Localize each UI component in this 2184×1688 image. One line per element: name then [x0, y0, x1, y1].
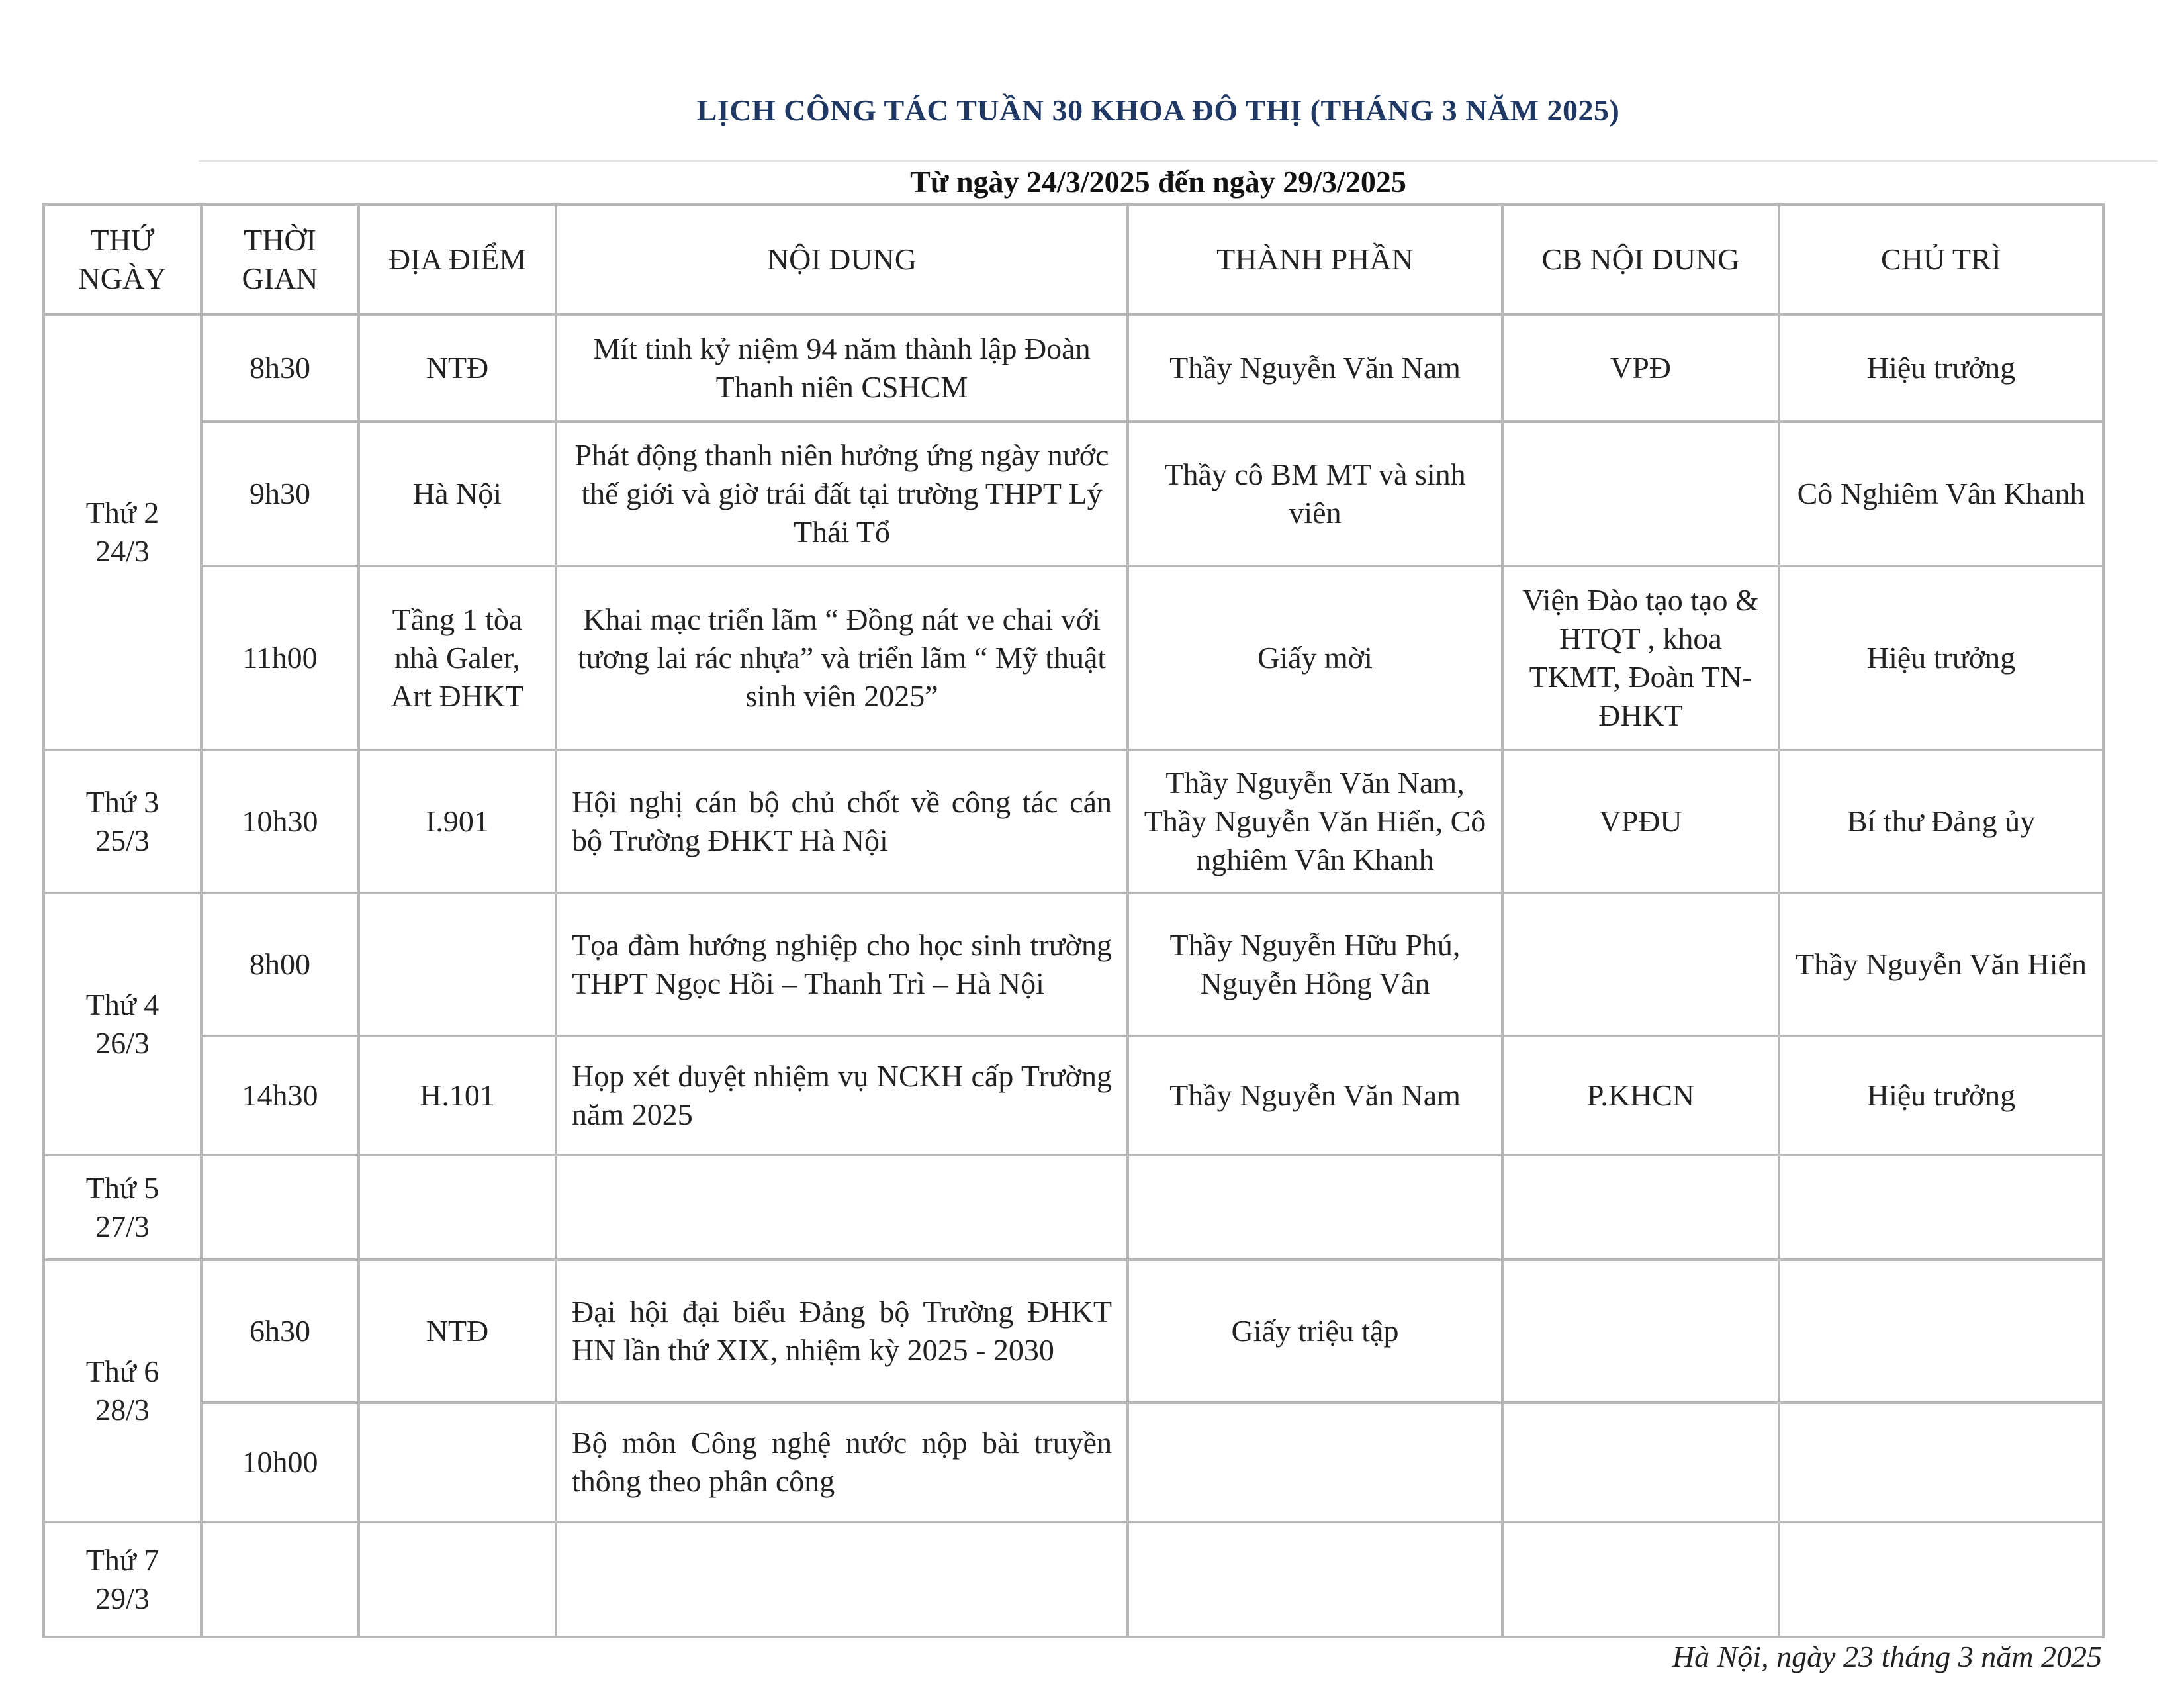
day-cell: Thứ 2 24/3 — [44, 314, 201, 750]
participants-cell — [1128, 1522, 1502, 1637]
table-row — [44, 314, 2103, 422]
table-row — [44, 893, 2103, 1036]
content-cell: Đại hội đại biểu Đảng bộ Trường ĐHKT HN lần thứ XIX, nhiệm kỳ 2025 - 2030 — [556, 1260, 1128, 1403]
time-cell: 8h00 — [201, 893, 359, 1036]
time-cell: 8h30 — [201, 314, 359, 422]
place-cell: H.101 — [359, 1036, 556, 1155]
participants-cell — [1128, 1155, 1502, 1260]
time-cell: 10h00 — [201, 1403, 359, 1522]
cb-content-cell — [1502, 893, 1779, 1036]
content-cell: Họp xét duyệt nhiệm vụ NCKH cấp Trường năm 2025 — [556, 1036, 1128, 1155]
chair-cell — [1779, 1522, 2103, 1637]
time-cell: 11h00 — [201, 566, 359, 750]
header-time: THỜI GIAN — [201, 205, 359, 314]
day-cell: Thứ 3 25/3 — [44, 750, 201, 893]
place-cell: I.901 — [359, 750, 556, 893]
place-cell: NTĐ — [359, 314, 556, 422]
participants-cell: Thầy Nguyễn Văn Nam — [1128, 314, 1502, 422]
table-row — [44, 1260, 2103, 1403]
content-cell: Tọa đàm hướng nghiệp cho học sinh trường THPT Ngọc Hồi – Thanh Trì – Hà Nội — [556, 893, 1128, 1036]
content-cell: Hội nghị cán bộ chủ chốt về công tác cán bộ Trường ĐHKT Hà Nội — [556, 750, 1128, 893]
chair-cell — [1779, 1155, 2103, 1260]
content-cell: Bộ môn Công nghệ nước nộp bài truyền thông theo phân công — [556, 1403, 1128, 1522]
table-row — [44, 1403, 2103, 1522]
title-divider — [199, 160, 2158, 162]
day-cell: Thứ 4 26/3 — [44, 893, 201, 1155]
chair-cell: Thầy Nguyễn Văn Hiển — [1779, 893, 2103, 1036]
cb-content-cell — [1502, 422, 1779, 566]
time-cell: 6h30 — [201, 1260, 359, 1403]
place-cell: Tầng 1 tòa nhà Galer, Art ĐHKT — [359, 566, 556, 750]
place-cell — [359, 1403, 556, 1522]
page-title: LỊCH CÔNG TÁC TUẦN 30 KHOA ĐÔ THỊ (THÁNG 3 NĂM 2025) — [696, 93, 1620, 127]
content-cell — [556, 1522, 1128, 1637]
cb-content-cell: VPĐU — [1502, 750, 1779, 893]
time-cell: 9h30 — [201, 422, 359, 566]
content-cell: Khai mạc triển lãm “ Đồng nát ve chai với tương lai rác nhựa” và triển lãm “ Mỹ thuật sinh viên 2025” — [556, 566, 1128, 750]
cb-content-cell — [1502, 1155, 1779, 1260]
chair-cell — [1779, 1260, 2103, 1403]
table-row — [44, 1522, 2103, 1637]
content-cell: Phát động thanh niên hưởng ứng ngày nước thế giới và giờ trái đất tại trường THPT Lý Thái Tổ — [556, 422, 1128, 566]
time-cell: 10h30 — [201, 750, 359, 893]
date-range-subtitle: Từ ngày 24/3/2025 đến ngày 29/3/2025 — [910, 165, 1406, 199]
time-cell: 14h30 — [201, 1036, 359, 1155]
header-participants: THÀNH PHẦN — [1128, 205, 1502, 314]
chair-cell: Cô Nghiêm Vân Khanh — [1779, 422, 2103, 566]
place-cell — [359, 1155, 556, 1260]
table-row — [44, 1155, 2103, 1260]
table-row — [44, 1036, 2103, 1155]
place-cell — [359, 893, 556, 1036]
cb-content-cell — [1502, 1260, 1779, 1403]
header-place: ĐỊA ĐIỂM — [359, 205, 556, 314]
participants-cell — [1128, 1403, 1502, 1522]
schedule-table — [42, 203, 2105, 1638]
header-chair: CHỦ TRÌ — [1779, 205, 2103, 314]
content-cell: Mít tinh kỷ niệm 94 năm thành lập Đoàn Thanh niên CSHCM — [556, 314, 1128, 422]
day-cell: Thứ 5 27/3 — [44, 1155, 201, 1260]
table-row — [44, 750, 2103, 893]
place-cell: NTĐ — [359, 1260, 556, 1403]
participants-cell: Thầy Nguyễn Văn Nam, Thầy Nguyễn Văn Hiển, Cô nghiêm Vân Khanh — [1128, 750, 1502, 893]
signature-date-line: Hà Nội, ngày 23 tháng 3 năm 2025 — [1672, 1640, 2102, 1673]
table-row — [44, 566, 2103, 750]
participants-cell: Thầy Nguyễn Văn Nam — [1128, 1036, 1502, 1155]
header-day: THỨ NGÀY — [44, 205, 201, 314]
place-cell: Hà Nội — [359, 422, 556, 566]
chair-cell: Hiệu trưởng — [1779, 314, 2103, 422]
cb-content-cell: VPĐ — [1502, 314, 1779, 422]
participants-cell: Thầy Nguyễn Hữu Phú, Nguyễn Hồng Vân — [1128, 893, 1502, 1036]
participants-cell: Giấy mời — [1128, 566, 1502, 750]
header-row — [44, 205, 2103, 314]
chair-cell — [1779, 1403, 2103, 1522]
header-cb-content: CB NỘI DUNG — [1502, 205, 1779, 314]
day-cell: Thứ 6 28/3 — [44, 1260, 201, 1522]
header-content: NỘI DUNG — [556, 205, 1128, 314]
time-cell — [201, 1155, 359, 1260]
chair-cell: Hiệu trưởng — [1779, 1036, 2103, 1155]
cb-content-cell: P.KHCN — [1502, 1036, 1779, 1155]
chair-cell: Bí thư Đảng ủy — [1779, 750, 2103, 893]
cb-content-cell — [1502, 1522, 1779, 1637]
cb-content-cell: Viện Đào tạo tạo & HTQT , khoa TKMT, Đoàn TN- ĐHKT — [1502, 566, 1779, 750]
place-cell — [359, 1522, 556, 1637]
time-cell — [201, 1522, 359, 1637]
participants-cell: Giấy triệu tập — [1128, 1260, 1502, 1403]
chair-cell: Hiệu trưởng — [1779, 566, 2103, 750]
cb-content-cell — [1502, 1403, 1779, 1522]
content-cell — [556, 1155, 1128, 1260]
table-row — [44, 422, 2103, 566]
day-cell: Thứ 7 29/3 — [44, 1522, 201, 1637]
participants-cell: Thầy cô BM MT và sinh viên — [1128, 422, 1502, 566]
